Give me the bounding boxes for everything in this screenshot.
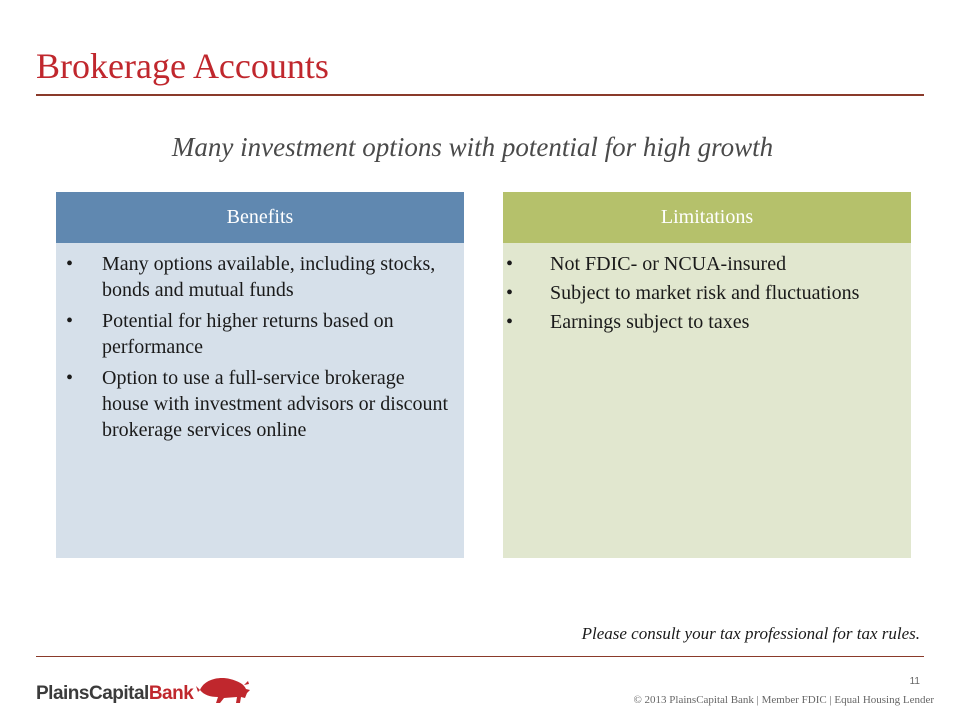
list-item [56,308,456,360]
title-divider [36,94,924,96]
bullet-icon: • [66,367,74,389]
limitations-body [503,243,911,558]
limitations-list [503,251,903,335]
list-item-text: Subject to market risk and fluctuations [550,282,860,304]
tax-note: Please consult your tax professional for tax rules. [581,624,920,643]
list-item [503,280,903,306]
bullet-icon: • [506,253,514,275]
benefits-header: Benefits [56,192,464,243]
logo-text [36,683,193,705]
benefits-list [56,251,456,443]
copyright-text: © 2013 PlainsCapital Bank | Member FDIC | Equal Housing Lender [633,694,934,706]
slide-subtitle: Many investment options with potential for high growth [171,132,774,162]
list-item-text: Potential for higher returns based on performance [102,310,394,358]
list-item-text: Earnings subject to taxes [550,311,750,333]
bullet-icon: • [506,282,514,304]
limitations-header: Limitations [503,192,911,243]
benefits-panel [56,192,464,558]
list-item-text: Option to use a full-service brokerage house with investment advisors or discount brokerage services online [102,367,449,441]
logo-text-part1: PlainsCapital [36,683,149,704]
bison-icon [196,676,252,706]
page-title: Brokerage Accounts [36,46,329,86]
benefits-body [56,243,464,558]
list-item-text: Not FDIC- or NCUA-insured [550,253,787,275]
page-number: 11 [909,676,920,687]
list-item [503,309,903,335]
list-item [56,251,456,303]
footer-divider [36,656,924,657]
bullet-icon: • [66,253,74,275]
logo-text-part2: Bank [148,683,194,704]
list-item [503,251,903,277]
list-item-text: Many options available, including stocks, bonds and mutual funds [102,253,436,301]
limitations-panel [503,192,911,558]
bullet-icon: • [506,311,514,333]
bullet-icon: • [66,310,74,332]
list-item [56,365,456,443]
